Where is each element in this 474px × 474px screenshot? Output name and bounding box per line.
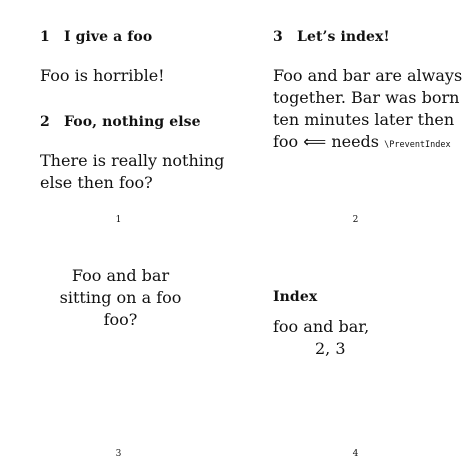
page-1 <box>0 0 237 237</box>
paragraph-line: foo? <box>103 310 138 329</box>
section-title: I give a foo <box>64 29 153 45</box>
page-number: 4 <box>352 449 359 459</box>
paragraph-line: Foo and bar are always <box>273 66 463 85</box>
word-needs: needs <box>331 132 380 151</box>
page-number: 1 <box>115 215 122 225</box>
word-foo: foo <box>273 132 299 151</box>
section-heading-1 <box>40 29 152 45</box>
index-entry <box>273 316 369 360</box>
section-1-text <box>40 65 165 87</box>
index-pages: 2, 3 <box>315 339 346 358</box>
index-term: foo and bar, <box>273 317 370 336</box>
page-2 <box>237 0 474 237</box>
section-heading-2 <box>40 114 201 130</box>
command-text: \PreventIndex <box>384 140 451 150</box>
paragraph-line: There is really nothing <box>40 151 225 170</box>
page-3 <box>0 237 237 474</box>
centered-text <box>0 265 237 331</box>
paragraph-line: ten minutes later then <box>273 110 455 129</box>
section-title: Let’s index! <box>297 29 390 45</box>
left-double-arrow-icon: ⟸ <box>303 132 327 151</box>
paragraph-line: sitting on a foo <box>59 288 182 307</box>
page-number: 2 <box>352 215 359 225</box>
section-number: 2 <box>40 114 50 130</box>
paragraph-line: together. Bar was born <box>273 88 460 107</box>
section-heading-3 <box>273 29 390 45</box>
paragraph-line: Foo is horrible! <box>40 66 165 85</box>
paragraph-line <box>273 131 462 156</box>
paragraph-line: else then foo? <box>40 173 153 192</box>
page-4 <box>237 237 474 474</box>
section-2-text <box>40 150 224 194</box>
section-title: Foo, nothing else <box>64 114 201 130</box>
section-number: 1 <box>40 29 50 45</box>
page-number: 3 <box>115 449 122 459</box>
index-heading: Index <box>273 289 318 305</box>
paragraph-line: Foo and bar <box>71 266 170 285</box>
section-number: 3 <box>273 29 283 45</box>
section-3-text <box>273 65 462 156</box>
